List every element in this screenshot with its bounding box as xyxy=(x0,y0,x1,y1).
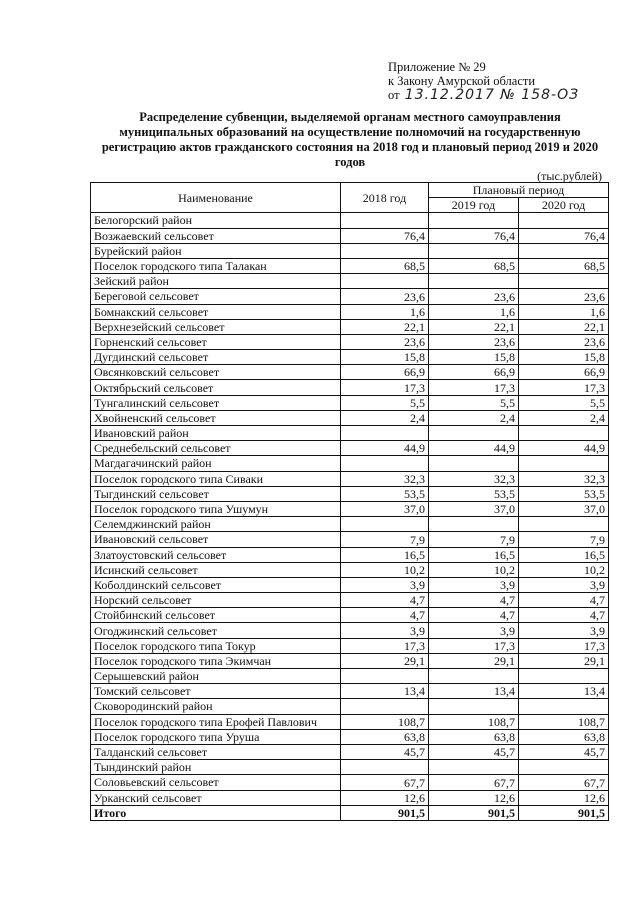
value-2020: 23,6 xyxy=(519,334,609,349)
value-2020: 4,7 xyxy=(519,593,609,608)
value-2019: 5,5 xyxy=(429,395,519,410)
value-2018: 66,9 xyxy=(341,365,429,380)
value-2020: 67,7 xyxy=(519,775,609,790)
total-2018: 901,5 xyxy=(341,805,429,820)
table-row xyxy=(91,714,609,729)
value-2020: 2,4 xyxy=(519,410,609,425)
value-2019: 67,7 xyxy=(429,775,519,790)
row-name: Коболдинский сельсовет xyxy=(91,577,341,592)
value-2018 xyxy=(341,699,429,714)
table-row xyxy=(91,426,609,441)
value-2020: 45,7 xyxy=(519,744,609,759)
value-2018: 17,3 xyxy=(341,638,429,653)
table-row xyxy=(91,289,609,304)
row-name: Поселок городского типа Талакан xyxy=(91,258,341,273)
value-2018: 7,9 xyxy=(341,532,429,547)
value-2019: 17,3 xyxy=(429,638,519,653)
row-name: Хвойненский сельсовет xyxy=(91,410,341,425)
value-2020 xyxy=(519,213,609,228)
row-name: Дугдинский сельсовет xyxy=(91,350,341,365)
row-name: Огоджинский сельсовет xyxy=(91,623,341,638)
table-row xyxy=(91,350,609,365)
value-2018: 4,7 xyxy=(341,593,429,608)
value-2020: 29,1 xyxy=(519,653,609,668)
value-2020: 66,9 xyxy=(519,365,609,380)
table-row xyxy=(91,684,609,699)
table-row xyxy=(91,228,609,243)
table-row xyxy=(91,790,609,805)
value-2018: 23,6 xyxy=(341,334,429,349)
table-row xyxy=(91,334,609,349)
value-2018: 4,7 xyxy=(341,608,429,623)
value-2019: 4,7 xyxy=(429,593,519,608)
subvention-table xyxy=(90,182,609,821)
table-row xyxy=(91,213,609,228)
appendix-date-line xyxy=(388,88,579,102)
row-name: Верхнезейский сельсовет xyxy=(91,319,341,334)
row-name: Тыгдинский сельсовет xyxy=(91,486,341,501)
value-2019: 15,8 xyxy=(429,350,519,365)
value-2018: 13,4 xyxy=(341,684,429,699)
row-name: Поселок городского типа Уруша xyxy=(91,729,341,744)
value-2018: 5,5 xyxy=(341,395,429,410)
value-2018: 76,4 xyxy=(341,228,429,243)
value-2019: 2,4 xyxy=(429,410,519,425)
value-2018 xyxy=(341,426,429,441)
table-body xyxy=(91,213,609,805)
table-row xyxy=(91,441,609,456)
row-name: Исинский сельсовет xyxy=(91,562,341,577)
row-name: Сковородинский район xyxy=(91,699,341,714)
value-2020 xyxy=(519,426,609,441)
table-row xyxy=(91,775,609,790)
row-name: Поселок городского типа Экимчан xyxy=(91,653,341,668)
value-2019: 3,9 xyxy=(429,577,519,592)
value-2018: 68,5 xyxy=(341,258,429,273)
table-row xyxy=(91,243,609,258)
value-2020 xyxy=(519,456,609,471)
value-2019 xyxy=(429,669,519,684)
row-name: Бурейский район xyxy=(91,243,341,258)
row-name: Возжаевский сельсовет xyxy=(91,228,341,243)
value-2018: 12,6 xyxy=(341,790,429,805)
total-row xyxy=(91,805,609,820)
value-2018: 45,7 xyxy=(341,744,429,759)
value-2020: 12,6 xyxy=(519,790,609,805)
value-2020: 17,3 xyxy=(519,638,609,653)
appendix-law: к Закону Амурской области xyxy=(388,74,536,88)
row-name: Серышевский район xyxy=(91,669,341,684)
row-name: Златоустовский сельсовет xyxy=(91,547,341,562)
table-row xyxy=(91,547,609,562)
row-name: Тындинский район xyxy=(91,760,341,775)
table-row xyxy=(91,744,609,759)
row-name: Селемджинский район xyxy=(91,517,341,532)
value-2018: 17,3 xyxy=(341,380,429,395)
value-2019: 22,1 xyxy=(429,319,519,334)
value-2018: 44,9 xyxy=(341,441,429,456)
value-2018 xyxy=(341,243,429,258)
value-2020: 32,3 xyxy=(519,471,609,486)
table-row xyxy=(91,729,609,744)
units-label: (тыс.рублей) xyxy=(537,169,602,183)
value-2019: 23,6 xyxy=(429,334,519,349)
value-2020: 16,5 xyxy=(519,547,609,562)
table-row xyxy=(91,365,609,380)
value-2019: 32,3 xyxy=(429,471,519,486)
value-2018: 1,6 xyxy=(341,304,429,319)
table-row xyxy=(91,456,609,471)
table-row xyxy=(91,623,609,638)
row-name: Поселок городского типа Ушумун xyxy=(91,501,341,516)
appendix-date-prefix: от xyxy=(388,88,400,102)
row-name: Зейский район xyxy=(91,274,341,289)
table-row xyxy=(91,258,609,273)
row-name: Томский сельсовет xyxy=(91,684,341,699)
value-2020: 53,5 xyxy=(519,486,609,501)
table-row xyxy=(91,669,609,684)
value-2019: 108,7 xyxy=(429,714,519,729)
value-2020: 10,2 xyxy=(519,562,609,577)
table-row xyxy=(91,319,609,334)
value-2019: 53,5 xyxy=(429,486,519,501)
value-2018: 3,9 xyxy=(341,577,429,592)
table-row xyxy=(91,653,609,668)
value-2018: 37,0 xyxy=(341,501,429,516)
value-2020: 4,7 xyxy=(519,608,609,623)
value-2019: 1,6 xyxy=(429,304,519,319)
header-name: Наименование xyxy=(91,183,341,213)
value-2020: 15,8 xyxy=(519,350,609,365)
value-2019 xyxy=(429,699,519,714)
value-2019: 7,9 xyxy=(429,532,519,547)
value-2020: 13,4 xyxy=(519,684,609,699)
row-name: Норский сельсовет xyxy=(91,593,341,608)
value-2020 xyxy=(519,274,609,289)
row-name: Горненский сельсовет xyxy=(91,334,341,349)
value-2019 xyxy=(429,760,519,775)
value-2019 xyxy=(429,456,519,471)
value-2020: 23,6 xyxy=(519,289,609,304)
row-name: Соловьевский сельсовет xyxy=(91,775,341,790)
row-name: Береговой сельсовет xyxy=(91,289,341,304)
value-2020: 76,4 xyxy=(519,228,609,243)
value-2018: 2,4 xyxy=(341,410,429,425)
value-2019: 3,9 xyxy=(429,623,519,638)
row-name: Белогорский район xyxy=(91,213,341,228)
row-name: Октябрьский сельсовет xyxy=(91,380,341,395)
row-name: Тунгалинский сельсовет xyxy=(91,395,341,410)
table-row xyxy=(91,471,609,486)
value-2020: 5,5 xyxy=(519,395,609,410)
value-2020: 68,5 xyxy=(519,258,609,273)
table-row xyxy=(91,517,609,532)
header-2020: 2020 год xyxy=(519,198,609,213)
header-2019: 2019 год xyxy=(429,198,519,213)
table-row xyxy=(91,486,609,501)
value-2019 xyxy=(429,243,519,258)
row-name: Талданский сельсовет xyxy=(91,744,341,759)
row-name: Ивановский сельсовет xyxy=(91,532,341,547)
value-2020 xyxy=(519,699,609,714)
value-2020: 63,8 xyxy=(519,729,609,744)
value-2018: 67,7 xyxy=(341,775,429,790)
header-2018: 2018 год xyxy=(341,183,429,213)
value-2019: 16,5 xyxy=(429,547,519,562)
value-2020: 3,9 xyxy=(519,577,609,592)
row-name: Среднебельский сельсовет xyxy=(91,441,341,456)
table-row xyxy=(91,380,609,395)
value-2020 xyxy=(519,243,609,258)
handwritten-date-number: 13.12.2017 № 158-ОЗ xyxy=(404,87,580,103)
value-2018 xyxy=(341,274,429,289)
table-row xyxy=(91,532,609,547)
value-2019: 68,5 xyxy=(429,258,519,273)
total-2019: 901,5 xyxy=(429,805,519,820)
value-2018: 108,7 xyxy=(341,714,429,729)
table-row xyxy=(91,304,609,319)
value-2020: 44,9 xyxy=(519,441,609,456)
value-2018: 53,5 xyxy=(341,486,429,501)
value-2019: 45,7 xyxy=(429,744,519,759)
value-2018: 23,6 xyxy=(341,289,429,304)
value-2018: 63,8 xyxy=(341,729,429,744)
row-name: Поселок городского типа Токур xyxy=(91,638,341,653)
value-2019: 37,0 xyxy=(429,501,519,516)
value-2019: 10,2 xyxy=(429,562,519,577)
value-2019: 44,9 xyxy=(429,441,519,456)
value-2020: 7,9 xyxy=(519,532,609,547)
value-2018 xyxy=(341,517,429,532)
value-2018: 10,2 xyxy=(341,562,429,577)
value-2018: 15,8 xyxy=(341,350,429,365)
value-2019 xyxy=(429,517,519,532)
value-2018: 16,5 xyxy=(341,547,429,562)
value-2020: 22,1 xyxy=(519,319,609,334)
row-name: Поселок городского типа Ерофей Павлович xyxy=(91,714,341,729)
value-2020 xyxy=(519,669,609,684)
appendix-header xyxy=(388,60,579,102)
table-row xyxy=(91,577,609,592)
value-2019 xyxy=(429,213,519,228)
table-row xyxy=(91,410,609,425)
row-name: Ивановский район xyxy=(91,426,341,441)
value-2020: 3,9 xyxy=(519,623,609,638)
total-label: Итого xyxy=(91,805,341,820)
value-2020: 108,7 xyxy=(519,714,609,729)
value-2020 xyxy=(519,517,609,532)
appendix-number: Приложение № 29 xyxy=(388,60,486,74)
value-2019: 23,6 xyxy=(429,289,519,304)
table-row xyxy=(91,760,609,775)
row-name: Поселок городского типа Сиваки xyxy=(91,471,341,486)
table-row xyxy=(91,699,609,714)
row-name: Овсянковский сельсовет xyxy=(91,365,341,380)
value-2018 xyxy=(341,760,429,775)
value-2018: 32,3 xyxy=(341,471,429,486)
value-2018: 29,1 xyxy=(341,653,429,668)
value-2019: 63,8 xyxy=(429,729,519,744)
table-row xyxy=(91,274,609,289)
value-2019: 76,4 xyxy=(429,228,519,243)
header-planned-period: Плановый период xyxy=(429,183,609,198)
value-2018: 3,9 xyxy=(341,623,429,638)
table-row xyxy=(91,608,609,623)
row-name: Стойбинский сельсовет xyxy=(91,608,341,623)
value-2020: 37,0 xyxy=(519,501,609,516)
total-2020: 901,5 xyxy=(519,805,609,820)
value-2018 xyxy=(341,669,429,684)
document-title: Распределение субвенции, выделяемой органам местного самоуправления муниципальных образований на осуществление полномочий на государственную регистрацию актов гражданского состояния на 2018 год и плановый период 2019 и 2020 годов xyxy=(101,110,599,169)
value-2018: 22,1 xyxy=(341,319,429,334)
value-2019: 13,4 xyxy=(429,684,519,699)
value-2020 xyxy=(519,760,609,775)
value-2018 xyxy=(341,213,429,228)
value-2019: 4,7 xyxy=(429,608,519,623)
table-row xyxy=(91,562,609,577)
value-2019: 12,6 xyxy=(429,790,519,805)
table-row xyxy=(91,593,609,608)
value-2019 xyxy=(429,274,519,289)
row-name: Урканский сельсовет xyxy=(91,790,341,805)
table-row xyxy=(91,501,609,516)
value-2019: 17,3 xyxy=(429,380,519,395)
value-2019 xyxy=(429,426,519,441)
row-name: Магдагачинский район xyxy=(91,456,341,471)
value-2020: 17,3 xyxy=(519,380,609,395)
value-2020: 1,6 xyxy=(519,304,609,319)
value-2019: 66,9 xyxy=(429,365,519,380)
table-row xyxy=(91,638,609,653)
table-row xyxy=(91,395,609,410)
value-2019: 29,1 xyxy=(429,653,519,668)
value-2018 xyxy=(341,456,429,471)
row-name: Бомнакский сельсовет xyxy=(91,304,341,319)
